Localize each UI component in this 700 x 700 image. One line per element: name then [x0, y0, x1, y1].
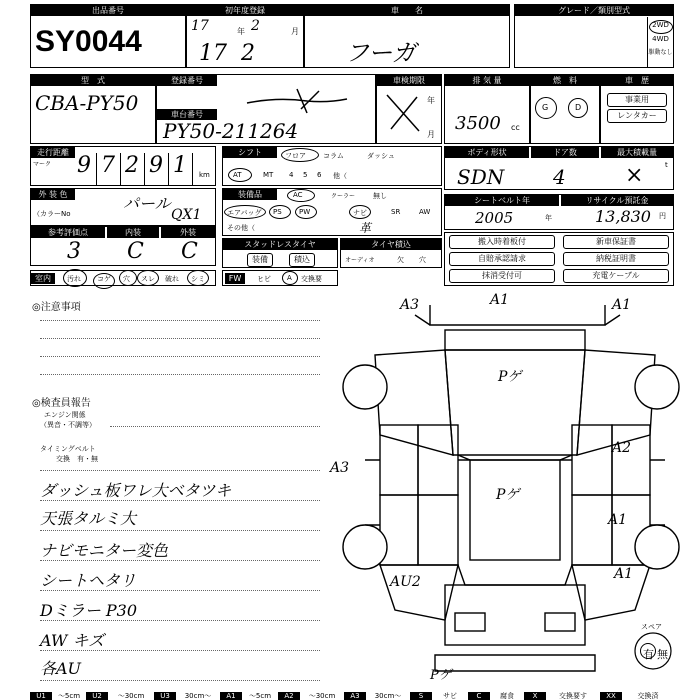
inspection-label: 車検期限	[377, 75, 441, 86]
studless-equipped: 装備	[247, 253, 273, 267]
history-business: 事業用	[607, 93, 667, 107]
equip-ps: PS	[273, 208, 282, 216]
legend-key: U3	[154, 692, 176, 700]
lot-number-box	[30, 4, 186, 68]
notes-line	[40, 338, 320, 339]
interior-stain: シミ	[191, 275, 205, 283]
documents-box	[444, 232, 674, 286]
report-note: シートヘタリ	[40, 571, 137, 590]
shift-floor-circle	[281, 148, 319, 162]
shift-other: 他（	[333, 172, 347, 180]
inspection-year-unit: 年	[427, 96, 435, 105]
shift-box	[222, 146, 442, 186]
legend-key: U2	[86, 692, 108, 700]
report-line	[40, 470, 320, 471]
mark-left-rear: AU2	[390, 574, 421, 590]
doc-plate: 搬入時着板付	[449, 235, 555, 249]
spare-label: スペア	[641, 623, 662, 631]
studless-loaded: 積込	[289, 253, 315, 267]
inspector-heading: ◎検査員報告	[32, 398, 91, 409]
studless-box	[222, 238, 338, 268]
legend-value: ～30cm	[117, 692, 145, 700]
car-name-label: 車 名	[305, 5, 509, 16]
fuel-label: 燃 料	[531, 75, 599, 86]
report-line	[40, 650, 320, 651]
mileage-label: 走行距離	[31, 147, 75, 158]
tire-load-label: タイヤ積込	[341, 239, 441, 250]
legend-value: 交換要す	[559, 692, 587, 700]
mark-right-front: A2	[612, 440, 632, 456]
equip-navi-circle	[349, 205, 371, 219]
drive-4wd: 4WD	[652, 35, 669, 43]
first-registration-box	[186, 4, 304, 68]
mark-roof: Pゲ	[496, 487, 520, 503]
equip-navi: ナビ	[353, 209, 367, 217]
report-line	[40, 680, 320, 681]
registration-box	[156, 74, 376, 144]
shift-column: コラム	[323, 152, 344, 160]
legend-value: 30cm～	[184, 692, 212, 700]
exterior-score-label: 外装	[161, 227, 215, 238]
chassis-value: PY50-211264	[163, 119, 299, 143]
registration-label: 登録番号	[157, 75, 217, 86]
timing-label: タイミングベルト	[40, 445, 96, 453]
mileage-digit: 7	[101, 153, 115, 178]
mileage-digit: 1	[173, 153, 187, 178]
doors-label: ドア数	[531, 147, 599, 158]
mark-front-left: A3	[400, 297, 420, 313]
fw-label: FW	[225, 273, 245, 284]
engine-label: エンジン関係	[44, 411, 86, 419]
fw-a: A	[287, 274, 292, 282]
equip-airbag-circle	[224, 205, 266, 219]
doc-cancel: 抹消受付可	[449, 269, 555, 283]
seatbelt-unit: 年	[545, 214, 552, 222]
interior-scuff-circle	[137, 270, 159, 286]
interior-tear: 破れ	[165, 275, 179, 283]
equip-ac: AC	[293, 191, 303, 199]
report-note: ダッシュ板ワレ大ベタツキ	[40, 481, 232, 500]
mileage-digit-cell	[101, 153, 121, 185]
shift-at-circle	[228, 168, 252, 182]
tire-load-box	[340, 238, 442, 268]
fuel-g: G	[542, 103, 549, 112]
color-box	[30, 188, 216, 226]
grade-label: グレード／類別型式	[515, 5, 673, 16]
grade-box	[514, 4, 674, 68]
history-label: 車 歴	[601, 75, 673, 86]
fw-crack: ヒビ	[257, 275, 271, 283]
mark-front-right: A1	[612, 297, 632, 313]
interior-box	[30, 270, 216, 286]
spare-yes-circle	[640, 643, 656, 659]
timing-options: 交換 有・無	[56, 455, 98, 463]
equip-handwritten: 革	[359, 221, 372, 235]
shift-dash: ダッシュ	[367, 152, 395, 160]
doc-tax: 納税証明書	[563, 252, 669, 266]
fuel-g-circle	[535, 97, 557, 119]
equip-airbag: エアバッグ	[227, 209, 262, 217]
report-note: 各AU	[40, 659, 82, 678]
shift-5: 5	[303, 171, 308, 179]
report-note: AW キズ	[40, 631, 105, 650]
fuel-d-circle	[568, 98, 588, 118]
history-box	[600, 74, 674, 144]
legend-value: 腐食	[500, 692, 514, 700]
recycle-unit: 円	[659, 212, 666, 220]
mileage-digit: 9	[77, 153, 91, 178]
lot-number: SY0044	[35, 25, 142, 58]
mileage-digit-cell	[173, 153, 193, 185]
doc-insurance: 自賠承認請求	[449, 252, 555, 266]
report-note: 天張タルミ大	[40, 509, 137, 528]
tire-audio: オーディオ	[345, 257, 375, 264]
studless-label: スタッドレスタイヤ	[223, 239, 337, 250]
equip-ac-circle	[287, 189, 315, 202]
mileage-box	[30, 146, 216, 186]
equip-cooler: クーラー	[331, 193, 356, 200]
mark-right-rear: A1	[614, 566, 634, 582]
exterior-score: C	[181, 239, 198, 264]
model-value: CBA-PY50	[35, 91, 139, 115]
displacement-value: 3500	[455, 113, 501, 134]
equip-ps-circle	[269, 205, 291, 219]
fw-a-circle	[282, 271, 298, 285]
interior-score: C	[127, 239, 144, 264]
fuel-box	[530, 74, 600, 144]
doors-value: 4	[553, 165, 566, 189]
displacement-unit: cc	[511, 123, 520, 132]
legend-value: ～5cm	[57, 692, 81, 700]
legend-value: サビ	[443, 692, 457, 700]
legend-value: 30cm～	[374, 692, 402, 700]
capacity-label: 最大積載量	[601, 147, 673, 158]
car-name: フーガ	[345, 39, 416, 67]
doc-warranty: 新車保証書	[563, 235, 669, 249]
scores-box	[30, 226, 216, 266]
interior-dirt: 汚れ	[67, 275, 81, 283]
lot-number-label: 出品番号	[31, 5, 185, 16]
equip-pw-circle	[295, 205, 317, 219]
shift-label: シフト	[223, 147, 277, 158]
report-line	[40, 530, 320, 531]
mileage-mark: マーク	[33, 161, 52, 168]
fw-box	[222, 270, 338, 286]
interior-hole-circle	[119, 270, 137, 286]
inspection-month-unit: 月	[427, 130, 435, 139]
chassis-label: 車台番号	[157, 109, 217, 120]
recycle-value: 13,830	[595, 207, 651, 226]
report-line	[40, 560, 320, 561]
shift-floor: フロア	[285, 152, 306, 160]
mark-front-center: A1	[490, 292, 510, 308]
mileage-digit: 2	[125, 153, 139, 178]
seatbelt-label: シートベルト年	[445, 195, 559, 206]
interior-burn: コゲ	[97, 275, 111, 283]
history-rental: レンタカー	[607, 109, 667, 123]
car-name-box	[304, 4, 510, 68]
registration-cross-mark	[237, 85, 357, 115]
report-line	[40, 620, 320, 621]
legend-key: A2	[278, 692, 300, 700]
equip-aw: AW	[419, 208, 431, 216]
drive-none: 駆動なし	[648, 49, 673, 56]
shift-mt: MT	[263, 171, 274, 179]
displacement-label: 排 気 量	[445, 75, 529, 86]
interior-stain-circle	[187, 270, 209, 286]
capacity-value: ×	[625, 163, 644, 188]
legend-key: U1	[30, 692, 52, 700]
tire-hole: 穴	[419, 256, 426, 264]
seatbelt-recycle-box	[444, 194, 674, 230]
notes-line	[40, 320, 320, 321]
legend-key: XX	[600, 692, 622, 700]
doc-cable: 充電ケーブル	[563, 269, 669, 283]
report-line	[40, 500, 320, 501]
inspection-box	[376, 74, 442, 144]
displacement-box	[444, 74, 530, 144]
interior-label: 室内	[31, 273, 55, 284]
color-code: QX1	[171, 207, 202, 223]
first-reg-month-printed: 2	[251, 18, 260, 34]
color-label: 外 装 色	[31, 189, 75, 200]
fw-replace: 交換要	[301, 275, 322, 283]
recycle-label: リサイクル預託金	[561, 195, 673, 206]
drive-2wd: 2WD	[652, 21, 669, 29]
shift-4: 4	[289, 171, 294, 179]
legend-value: ～5cm	[248, 692, 272, 700]
tire-missing: 欠	[397, 256, 404, 264]
drive-2wd-circle	[649, 20, 673, 34]
model-label: 型 式	[31, 75, 155, 86]
equip-pw: PW	[299, 208, 311, 216]
capacity-unit: t	[665, 161, 668, 169]
spare-no: 無	[657, 648, 668, 661]
shift-6: 6	[317, 171, 322, 179]
inspection-cross-mark	[383, 91, 423, 135]
interior-burn-circle	[93, 273, 115, 289]
body-label: ボディ形状	[445, 147, 529, 158]
legend-key: C	[468, 692, 490, 700]
mileage-digit-cell	[125, 153, 145, 185]
legend-key: A3	[344, 692, 366, 700]
ref-score: 3	[67, 239, 81, 264]
report-note: Dミラー P30	[40, 601, 138, 620]
equipment-label: 装備品	[223, 189, 277, 200]
mark-rear: Pゲ	[430, 668, 452, 683]
spare-yes: 有	[643, 648, 654, 661]
mileage-digit-cell	[149, 153, 169, 185]
mark-left-side: A3	[330, 460, 350, 476]
legend-key: A1	[220, 692, 242, 700]
equip-other: その他（	[227, 224, 255, 232]
body-value: SDN	[457, 165, 505, 189]
ref-score-label: 参考評価点	[31, 227, 105, 238]
interior-dirt-circle	[63, 269, 87, 287]
notes-heading: ◎注意事項	[32, 302, 81, 313]
color-no-label: （カラーNo	[33, 210, 71, 218]
equipment-box	[222, 188, 442, 236]
legend-key: S	[410, 692, 432, 700]
model-box	[30, 74, 156, 144]
first-reg-year-printed: 17	[191, 18, 209, 34]
mileage-digit: 9	[149, 153, 163, 178]
engine-sub: （異音・不調等）	[40, 421, 96, 429]
first-reg-year-unit: 年	[237, 27, 245, 36]
mark-right-mid: A1	[608, 512, 628, 528]
report-line	[110, 426, 320, 427]
first-reg-handwritten: 17 2	[199, 41, 255, 66]
body-box	[444, 146, 674, 190]
legend-value: 交換済	[637, 692, 659, 700]
notes-line	[40, 374, 320, 375]
mileage-digit-cell	[77, 153, 97, 185]
report-line	[40, 590, 320, 591]
legend-value: ～30cm	[308, 692, 336, 700]
interior-scuff: スレ	[141, 275, 155, 283]
legend-key: X	[524, 692, 546, 700]
seatbelt-value: 2005	[475, 209, 514, 227]
interior-hole: 穴	[123, 275, 130, 283]
fuel-d: D	[575, 103, 582, 112]
first-reg-month-unit: 月	[291, 27, 299, 36]
equip-sr: SR	[391, 208, 401, 216]
shift-at: AT	[233, 171, 242, 179]
equip-none: 無し	[373, 192, 387, 200]
mileage-unit: km	[199, 171, 210, 179]
interior-score-label: 内装	[107, 227, 159, 238]
notes-line	[40, 356, 320, 357]
first-registration-label: 初年度登録	[187, 5, 303, 16]
color-value: パール	[123, 194, 171, 213]
mark-hood: Pゲ	[498, 369, 522, 385]
report-note: ナビモニター変色	[40, 541, 169, 560]
